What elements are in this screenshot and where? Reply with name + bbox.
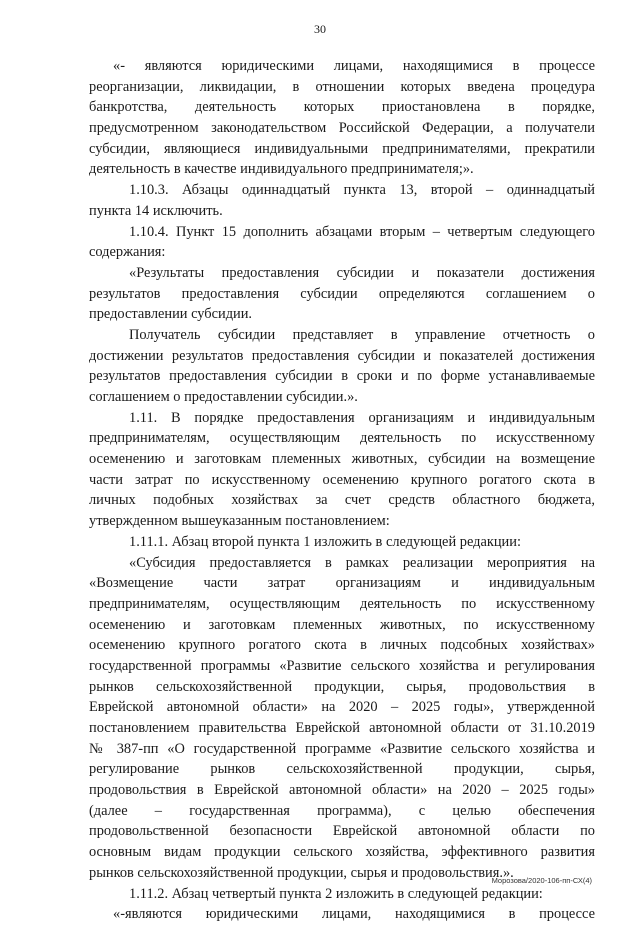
- text-line: части затрат по искусственному осеменению крупного рогатого скота в: [89, 471, 595, 488]
- text-line: предпринимателям, осуществляющим деятельность по искусственному: [89, 595, 595, 612]
- text-line: продовольствия в Еврейской автономной области» на 2020 – 2025 годы»: [89, 782, 595, 799]
- text-line: деятельность в качестве индивидуального предпринимателя;».: [89, 161, 474, 178]
- text-line: «-являются юридическими лицами, находящимися в процессе: [113, 906, 595, 923]
- text-line: предусмотренном законодательством Российской Федерации, а получатели: [89, 120, 595, 137]
- text-line: 1.10.4. Пункт 15 дополнить абзацами вторым – четвертым следующего: [129, 223, 595, 240]
- text-line: осеменению и заготовкам племенных животных, субсидии на возмещение: [89, 451, 595, 468]
- text-line: (далее – государственная программа), с целью обеспечения: [89, 802, 595, 819]
- text-line: 1.11.2. Абзац четвертый пункта 2 изложить в следующей редакции:: [129, 885, 543, 902]
- text-line: государственной программы «Развитие сельского хозяйства и регулирования: [89, 657, 595, 674]
- text-line: осеменению крупного рогатого скота в личных подсобных хозяйствах»: [89, 637, 595, 654]
- text-line: 1.11.1. Абзац второй пункта 1 изложить в следующей редакции:: [129, 533, 521, 550]
- text-line: Еврейской автономной области» на 2020 – 2025 годы», утвержденной: [89, 699, 595, 716]
- text-line: «Результаты предоставления субсидии и показатели достижения: [129, 264, 595, 281]
- text-line: постановлением правительства Еврейской автономной области от 31.10.2019: [89, 720, 595, 736]
- footer-document-code: Морозова/2020-106-пп-СХ(4): [491, 876, 592, 885]
- text-line: содержания:: [89, 244, 166, 261]
- text-line: результатов предоставления субсидии определяются соглашением о: [89, 285, 595, 302]
- text-line: предпринимателям, осуществляющим деятельность по искусственному: [89, 430, 595, 447]
- text-line: личных подобных хозяйствах за счет средств областного бюджета,: [89, 492, 595, 509]
- text-line: достижении результатов предоставления субсидии и показателей достижения: [89, 347, 595, 364]
- text-line: «- являются юридическими лицами, находящимися в процессе: [113, 58, 595, 74]
- text-line: результатов предоставления субсидии в сроки и по форме устанавливаемые: [89, 368, 595, 385]
- page-number: 30: [314, 22, 326, 36]
- text-line: «Возмещение части затрат организациям и индивидуальным: [89, 575, 595, 592]
- text-line: субсидии, являющиеся индивидуальными предпринимателями, прекратили: [89, 140, 595, 157]
- text-line: реорганизации, ликвидации, в отношении которых введена процедура: [89, 78, 595, 95]
- text-line: регулирование рынков сельскохозяйственной продукции, сырья,: [89, 761, 595, 778]
- text-line: банкротства, деятельность которых приостановлена в порядке,: [89, 99, 595, 116]
- text-line: утвержденном вышеуказанным постановлением:: [89, 513, 390, 530]
- text-line: 1.11. В порядке предоставления организациям и индивидуальным: [129, 409, 595, 426]
- text-line: № 387-пп «О государственной программе «Развитие сельского хозяйства и: [89, 740, 595, 757]
- text-line: рынков сельскохозяйственной продукции, сырья и продовольствия.».: [89, 864, 514, 881]
- text-line: пункта 14 исключить.: [89, 202, 223, 219]
- text-line: предоставлении субсидии.: [89, 306, 253, 323]
- text-line: «Субсидия предоставляется в рамках реализации мероприятия на: [129, 554, 595, 571]
- text-line: соглашением о предоставлении субсидии.».: [89, 389, 358, 405]
- text-line: осеменению и заготовкам племенных животных, по искусственному: [89, 616, 595, 633]
- text-line: основным видам продукции сельского хозяйства, эффективного развития: [89, 844, 595, 861]
- text-line: 1.10.3. Абзацы одиннадцатый пункта 13, второй – одиннадцатый: [129, 182, 595, 199]
- text-line: Получатель субсидии представляет в управление отчетность о: [129, 326, 595, 343]
- text-line: рынков сельскохозяйственной продукции, сырья, продовольствия в: [89, 678, 595, 695]
- text-line: продовольственной безопасности Еврейской автономной области по: [89, 823, 595, 840]
- document-body: [89, 56, 595, 925]
